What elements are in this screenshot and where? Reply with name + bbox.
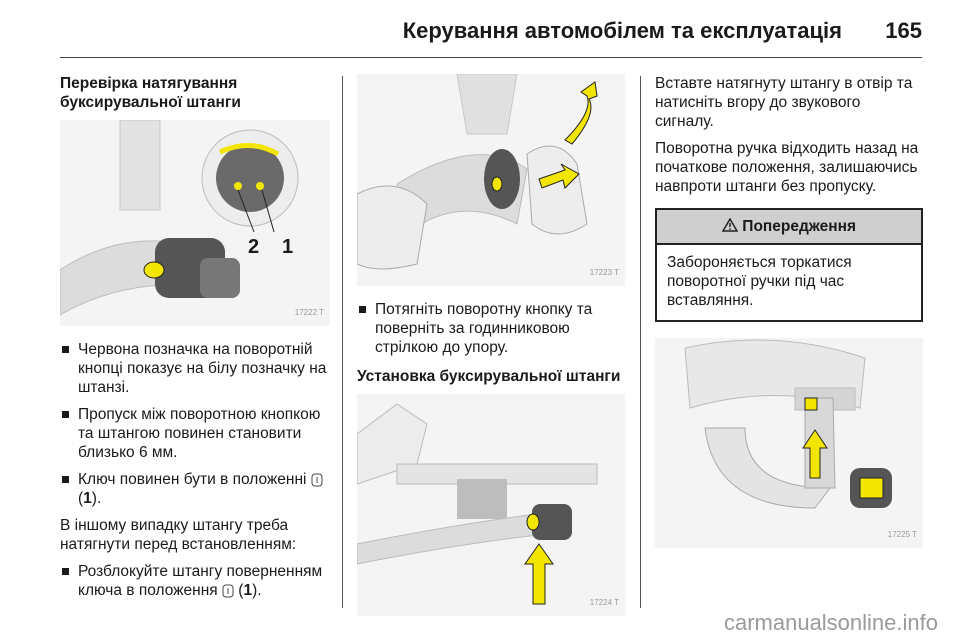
pull-knob-illustration [357, 74, 625, 286]
key-position-icon [311, 473, 323, 487]
section-heading-check: Перевірка натягування буксирувальної штанги [60, 75, 241, 111]
inserted-bar-illustration [655, 338, 923, 548]
ref-number: 1 [243, 582, 253, 599]
section-heading-install: Установка буксирувальної штанги [357, 368, 621, 385]
bullet-item: Ключ повинен бути в положенні (1). [60, 470, 330, 508]
page-title: Керування автомобілем та експлуатація [402, 18, 842, 43]
figure-label-1: 1 [282, 236, 294, 258]
bullet-item: Розблокуйте штангу поверненням ключа в положення (1). [60, 562, 330, 600]
column-2 [357, 74, 625, 630]
bullet-item: Потягніть поворотну кнопку та поверніть за годинниковою стрілкою до упору. [357, 300, 625, 357]
figure-id: 17223 T [589, 268, 619, 277]
column-divider-2 [640, 76, 641, 608]
page-number: 165 [885, 18, 922, 43]
warning-box [655, 208, 923, 322]
bullet-item: Пропуск між поворотною кнопкою та штангою повинен становити близько 6 мм. [60, 405, 330, 462]
warning-header [657, 210, 921, 245]
page-header [0, 0, 960, 60]
column-3 [655, 74, 923, 562]
paragraph: В іншому випадку штангу треба натягнути перед встановленням: [60, 517, 297, 553]
figure-id: 17224 T [589, 598, 619, 607]
ref-number: 1 [83, 490, 92, 507]
header-rule [60, 57, 922, 58]
figure-id: 17222 T [294, 308, 324, 317]
column-divider-1 [342, 76, 343, 608]
key-position-icon [222, 584, 234, 598]
paragraph: Вставте натягнуту штангу в отвір та натисніть вгору до звукового сигналу. [655, 75, 913, 130]
figure-towbar-check [60, 120, 330, 326]
column-1 [60, 74, 330, 608]
figure-pull-knob [357, 74, 625, 286]
install-bar-illustration [357, 394, 625, 616]
warning-title: Попередження [742, 218, 856, 235]
figure-id: 17225 T [887, 530, 917, 539]
figure-install-bar [357, 394, 625, 616]
bullet-item: Червона позначка на поворотній кнопці показує на білу позначку на штанзі. [60, 340, 330, 397]
warning-triangle-icon [722, 218, 738, 232]
figure-inserted-bar [655, 338, 923, 548]
towbar-check-illustration [60, 120, 330, 326]
warning-text: Забороняється торкатися поворотної ручки під час вставляння. [667, 254, 852, 309]
paragraph: Поворотна ручка відходить назад на початкове положення, залишаючись навпроти штанги без пропуску. [655, 140, 919, 195]
figure-label-2: 2 [248, 236, 260, 258]
watermark: carmanualsonline.info [723, 610, 938, 635]
